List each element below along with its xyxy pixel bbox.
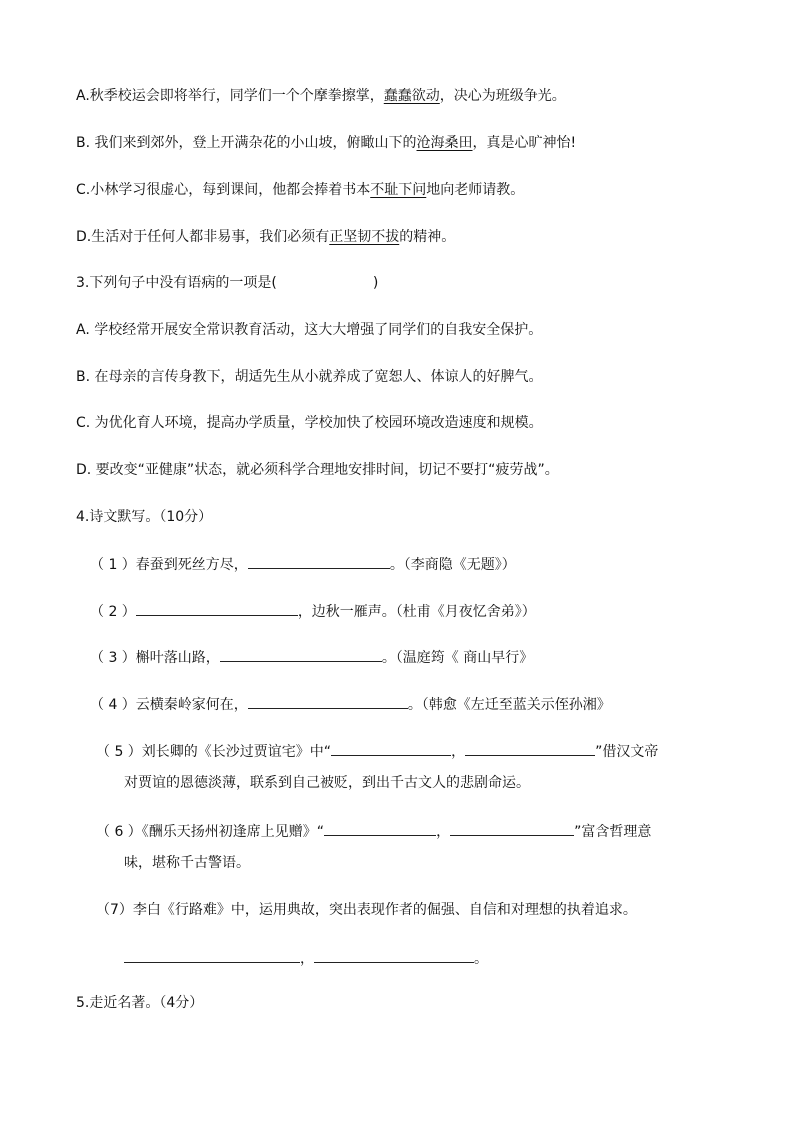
option-text: ，决心为班级争光。 xyxy=(439,88,566,104)
item-text: （ 3 ）槲叶落山路， xyxy=(90,650,220,666)
option-text: C.小林学习很虚心，每到课间，他都会捧着书本 xyxy=(76,182,371,198)
fill-blank[interactable] xyxy=(220,646,382,662)
item-text: ”借汉文帝 xyxy=(595,744,659,760)
option-text: B. 我们来到郊外，登上开满杂花的小山坡，俯瞰山下的 xyxy=(76,135,417,151)
q4-title: 4.诗文默写。（10分） xyxy=(76,509,213,525)
item-text: （ 4 ）云横秦岭家何在， xyxy=(90,697,248,713)
q2-option-a xyxy=(76,86,566,106)
underlined-idiom: 正坚韧不拔 xyxy=(329,229,400,245)
item-end: 。 xyxy=(474,951,488,967)
option-text: ，真是心旷神怡! xyxy=(472,135,577,151)
fill-blank[interactable] xyxy=(450,820,574,836)
q4-item-5-line2: 对贾谊的恩德淡薄，联系到自己被贬，到出千古文人的悲剧命运。 xyxy=(124,775,530,791)
fill-blank[interactable] xyxy=(124,947,300,963)
q4-item-7-line2 xyxy=(124,947,488,969)
item-source: ，边秋一雁声。（杜甫《月夜忆舍弟》） xyxy=(297,604,536,620)
option-text: A.秋季校运会即将举行，同学们一个个摩拳擦掌， xyxy=(76,88,384,104)
fill-blank[interactable] xyxy=(465,740,595,756)
item-source: 。（温庭筠《 商山早行》 xyxy=(381,650,534,666)
q2-option-d xyxy=(76,227,455,247)
fill-blank[interactable] xyxy=(314,947,474,963)
q4-item-4 xyxy=(90,693,611,715)
item-text: （ 2 ） xyxy=(90,604,136,620)
q4-item-2 xyxy=(90,600,536,622)
fill-blank[interactable] xyxy=(248,553,390,569)
item-text: （ 1 ）春蚕到死丝方尽， xyxy=(90,557,248,573)
item-text: ”富含哲理意 xyxy=(574,824,652,840)
option-text: 地向老师请教。 xyxy=(426,182,525,198)
q4-item-7-line1: （7）李白《行路难》中，运用典故，突出表现作者的倔强、自信和对理想的执着追求。 xyxy=(96,902,637,918)
underlined-idiom: 蠢蠢欲动 xyxy=(383,88,440,104)
q3-prompt xyxy=(76,273,378,293)
option-text: D.生活对于任何人都非易事，我们必须有 xyxy=(76,229,330,245)
prompt-text: 3.下列句子中没有语病的一项是( xyxy=(76,275,277,291)
q3-option-b: B. 在母亲的言传身教下，胡适先生从小就养成了宽恕人、体谅人的好脾气。 xyxy=(76,369,543,385)
q4-item-6-line1 xyxy=(96,820,651,842)
item-text: （ 6 ）《酬乐天扬州初逢席上见赠》“ xyxy=(96,824,325,840)
item-comma: ， xyxy=(300,951,314,967)
q4-item-3 xyxy=(90,646,533,668)
underlined-idiom: 沧海桑田 xyxy=(416,135,473,151)
fill-blank[interactable] xyxy=(136,600,298,616)
q4-item-5-line1 xyxy=(96,740,658,762)
q3-option-d: D. 要改变“亚健康”状态，就必须科学合理地安排时间，切记不要打“疲劳战”。 xyxy=(76,462,559,478)
q2-option-c xyxy=(76,180,524,200)
q4-item-1 xyxy=(90,553,516,575)
prompt-close: ) xyxy=(372,275,379,291)
q3-option-a: A. 学校经常开展安全常识教育活动，这大大增强了同学们的自我安全保护。 xyxy=(76,322,543,338)
fill-blank[interactable] xyxy=(248,693,408,709)
item-source: 。（李商隐《无题》） xyxy=(389,557,516,573)
q3-option-c: C. 为优化育人环境，提高办学质量，学校加快了校园环境改造速度和规模。 xyxy=(76,415,543,431)
item-comma: ， xyxy=(436,824,451,840)
item-source: 。（韩愈《左迁至蓝关示侄孙湘》 xyxy=(407,697,611,713)
option-text: 的精神。 xyxy=(399,229,456,245)
fill-blank[interactable] xyxy=(331,740,451,756)
fill-blank[interactable] xyxy=(324,820,436,836)
q5-title: 5.走近名著。（4分） xyxy=(76,995,204,1011)
item-comma: ， xyxy=(451,744,466,760)
q4-item-6-line2: 味，堪称千古警语。 xyxy=(124,855,250,871)
item-text: （ 5 ）刘长卿的《长沙过贾谊宅》中“ xyxy=(96,744,332,760)
underlined-idiom: 不耻下问 xyxy=(370,182,427,198)
q2-option-b xyxy=(76,133,576,153)
